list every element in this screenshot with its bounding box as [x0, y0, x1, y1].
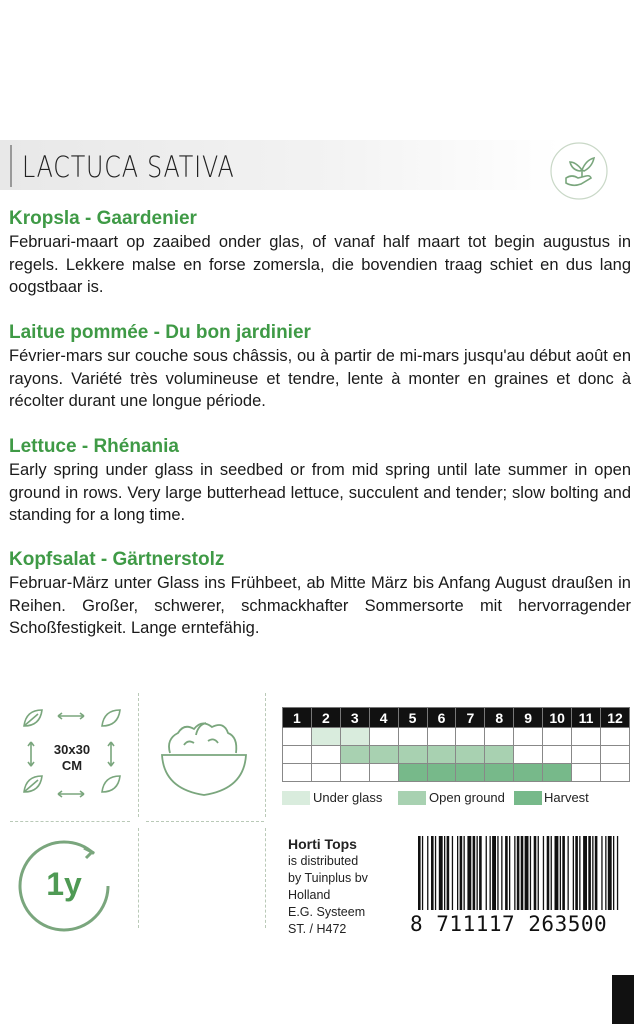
harvest-month-11 — [572, 764, 601, 782]
spacing-value: 30x30 — [53, 742, 91, 757]
barcode-bar — [588, 836, 591, 910]
distributor-info — [288, 836, 368, 938]
harvest-month-10 — [543, 764, 572, 782]
legend-label-harvest: Harvest — [544, 790, 589, 805]
under-glass-month-12 — [600, 728, 629, 746]
distributor-line: ST. / H472 — [288, 922, 347, 936]
barcode-bar — [617, 836, 618, 910]
barcode-image — [410, 836, 624, 912]
harvest-month-2 — [311, 764, 340, 782]
barcode-bar — [575, 836, 578, 910]
month-8: 8 — [485, 708, 514, 728]
barcode-bar — [547, 836, 550, 910]
barcode-bar — [452, 836, 453, 910]
barcode-bar — [517, 836, 520, 910]
section-text: Early spring under glass in seedbed or from mid spring until late summer in open ground in rows. Very large butterhead lettuce, succulent and tender; slow bolting and standing for a long time. — [9, 461, 631, 524]
harvest-month-5 — [398, 764, 427, 782]
harvest-month-3 — [340, 764, 369, 782]
section-title: Laitue pommée - Du bon jardinier — [9, 322, 311, 343]
harvest-month-9 — [514, 764, 543, 782]
distributor-line: Holland — [288, 888, 331, 902]
barcode-bar — [509, 836, 510, 910]
open-ground-month-3 — [340, 746, 369, 764]
barcode-bar — [435, 836, 436, 910]
month-3: 3 — [340, 708, 369, 728]
harvest-month-6 — [427, 764, 456, 782]
month-2: 2 — [311, 708, 340, 728]
barcode-bar — [447, 836, 450, 910]
barcode-bar — [608, 836, 612, 910]
under-glass-month-1 — [283, 728, 312, 746]
section-dutch — [9, 207, 631, 299]
barcode-bar — [477, 836, 478, 910]
barcode-bar — [568, 836, 569, 910]
harvest-month-8 — [485, 764, 514, 782]
barcode-bar — [514, 836, 515, 910]
under-glass-month-10 — [543, 728, 572, 746]
month-7: 7 — [456, 708, 485, 728]
barcode-bar — [460, 836, 463, 910]
harvest-month-1 — [283, 764, 312, 782]
barcode-number: 8 711117 263500 — [410, 912, 608, 936]
section-text: Februari-maart op zaaibed onder glas, of vanaf half maart tot begin augustus in regels. Lekkere malse en forse zomersla, die bovendien traag schiet en dus lang oogstbaar is. — [9, 233, 631, 296]
section-french — [9, 321, 631, 413]
open-ground-month-6 — [427, 746, 456, 764]
section-english — [9, 435, 631, 527]
section-title: Kropsla - Gaardenier — [9, 208, 197, 229]
distributor-line: is distributed — [288, 854, 359, 868]
barcode-bar — [490, 836, 491, 910]
calendar-row-harvest — [283, 764, 630, 782]
divider — [138, 828, 139, 928]
calendar-row-open-ground — [283, 746, 630, 764]
hand-sprout-icon — [548, 140, 610, 202]
species-divider — [10, 145, 12, 187]
barcode-bar — [530, 836, 531, 910]
barcode-bar — [473, 836, 476, 910]
section-german — [9, 548, 631, 640]
barcode-bar — [501, 836, 502, 910]
salad-bowl-icon — [150, 705, 258, 813]
divider — [138, 693, 139, 817]
divider — [265, 828, 266, 928]
under-glass-month-4 — [369, 728, 398, 746]
month-5: 5 — [398, 708, 427, 728]
legend-swatch-harvest — [514, 791, 542, 805]
open-ground-month-5 — [398, 746, 427, 764]
calendar-row-under-glass — [283, 728, 630, 746]
barcode-bar — [467, 836, 471, 910]
barcode-bar — [422, 836, 423, 910]
harvest-month-12 — [600, 764, 629, 782]
barcode-bar — [538, 836, 539, 910]
sowing-calendar — [282, 707, 630, 782]
annual-cycle-icon — [14, 836, 114, 936]
barcode-bar — [479, 836, 482, 910]
barcode-bar — [613, 836, 614, 910]
month-6: 6 — [427, 708, 456, 728]
under-glass-month-9 — [514, 728, 543, 746]
divider — [265, 693, 266, 817]
under-glass-month-3 — [340, 728, 369, 746]
barcode-bar — [534, 836, 537, 910]
month-12: 12 — [600, 708, 629, 728]
barcode-bar — [595, 836, 598, 910]
barcode-bar — [492, 836, 496, 910]
legend-label-open-ground: Open ground — [429, 790, 505, 805]
under-glass-month-7 — [456, 728, 485, 746]
under-glass-month-11 — [572, 728, 601, 746]
divider — [146, 821, 264, 822]
section-text: Februar-März unter Glass ins Frühbeet, ab Mitte März bis Anfang August draußen in Reihen. Großer, schwerer, schmackhafter Sommersorte mit hervorragender Schoßfestigkeit. Lange erntefähig. — [9, 574, 631, 637]
open-ground-month-1 — [283, 746, 312, 764]
month-9: 9 — [514, 708, 543, 728]
legend-swatch-under-glass — [282, 791, 310, 805]
barcode-bar — [457, 836, 458, 910]
cycle-label: 1y — [46, 866, 82, 902]
section-title: Kopfsalat - Gärtnerstolz — [9, 549, 225, 570]
barcode-bar — [427, 836, 428, 910]
plant-spacing-icon — [14, 700, 130, 810]
month-10: 10 — [543, 708, 572, 728]
open-ground-month-7 — [456, 746, 485, 764]
under-glass-month-8 — [485, 728, 514, 746]
barcode-bar — [583, 836, 587, 910]
barcode-bar — [418, 836, 421, 910]
open-ground-month-9 — [514, 746, 543, 764]
open-ground-month-12 — [600, 746, 629, 764]
divider — [10, 821, 130, 822]
distributor-line: by Tuinplus bv — [288, 871, 368, 885]
barcode-bar — [551, 836, 552, 910]
legend-swatch-open-ground — [398, 791, 426, 805]
barcode-bar — [579, 836, 580, 910]
under-glass-month-6 — [427, 728, 456, 746]
barcode-bar — [560, 836, 561, 910]
barcode-bar — [431, 836, 434, 910]
barcode-bar — [464, 836, 465, 910]
harvest-month-4 — [369, 764, 398, 782]
open-ground-month-11 — [572, 746, 601, 764]
barcode-bar — [601, 836, 602, 910]
barcode-bar — [444, 836, 445, 910]
edge-mark — [612, 975, 634, 1024]
spacing-unit: CM — [61, 758, 83, 773]
section-title: Lettuce - Rhénania — [9, 436, 179, 457]
calendar-header-row — [283, 708, 630, 728]
barcode-bar — [573, 836, 574, 910]
barcode-bar — [605, 836, 606, 910]
species-name: LACTUCA SATIVA — [22, 150, 235, 184]
month-1: 1 — [283, 708, 312, 728]
open-ground-month-8 — [485, 746, 514, 764]
barcode-bar — [521, 836, 524, 910]
barcode-bar — [562, 836, 565, 910]
barcode-bar — [592, 836, 593, 910]
barcode-bar — [497, 836, 498, 910]
barcode-bar — [439, 836, 443, 910]
open-ground-month-10 — [543, 746, 572, 764]
barcode-bar — [525, 836, 529, 910]
open-ground-month-2 — [311, 746, 340, 764]
barcode-bar — [486, 836, 487, 910]
barcode-bar — [505, 836, 508, 910]
month-11: 11 — [572, 708, 601, 728]
section-text: Février-mars sur couche sous châssis, ou à partir de mi-mars jusqu'au début août en rayons. Variété très volumineuse et tendre, lente à monter en graines et donc à récolter durant une longue période. — [9, 347, 631, 410]
barcode-bar — [543, 836, 544, 910]
distributor-line: E.G. Systeem — [288, 905, 366, 919]
under-glass-month-2 — [311, 728, 340, 746]
month-4: 4 — [369, 708, 398, 728]
barcode-bar — [555, 836, 559, 910]
under-glass-month-5 — [398, 728, 427, 746]
harvest-month-7 — [456, 764, 485, 782]
brand-name: Horti Tops — [288, 836, 357, 852]
legend-label-under-glass: Under glass — [313, 790, 383, 805]
open-ground-month-4 — [369, 746, 398, 764]
